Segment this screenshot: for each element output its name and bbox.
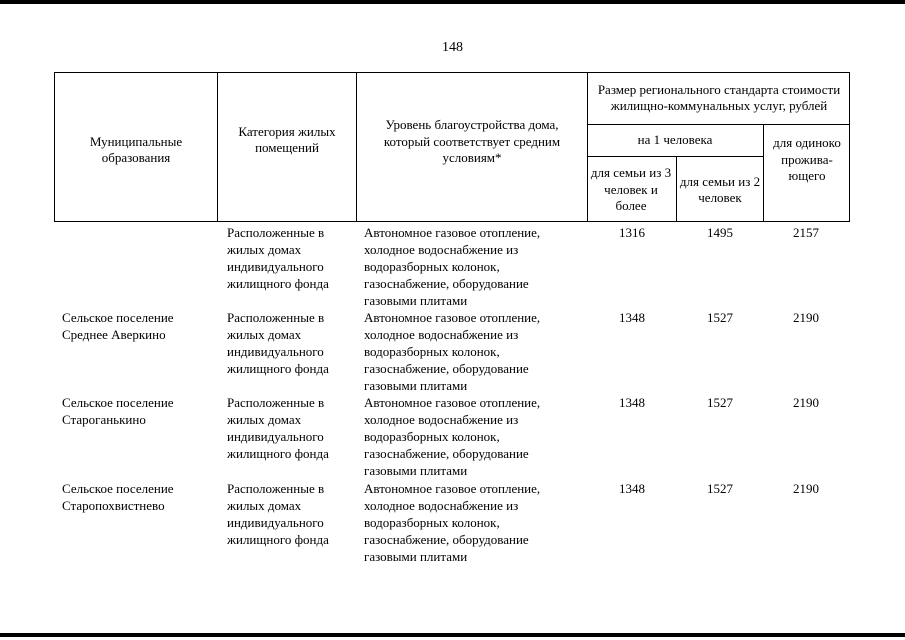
row-0-level: Автономное газовое отопление, холодное водоснабжение из водоразборных колонок, газоснабжение, оборудование газовыми плитами [364,225,541,308]
row-2-family2: 1527 [707,395,733,410]
row-0-family2: 1495 [707,225,733,240]
header-sub-line [587,156,763,157]
row-1-family3: 1348 [619,310,645,325]
header-standard: Размер регионального стандарта стоимости жилищно-коммунальных услуг, рублей [597,81,841,113]
row-0-category: Расположенные в жилых домах индивидуального жилищного фонда [227,225,329,291]
row-1-family2: 1527 [707,310,733,325]
row-3-municipality: Сельское поселение Старопохвистнево [62,481,174,513]
row-2-municipality: Сельское поселение Староганькино [62,395,174,427]
row-3-family2: 1527 [707,481,733,496]
header-family2: для семьи из 2 человек [679,173,761,205]
page-number: 148 [442,40,463,55]
row-1-level: Автономное газовое отопление, холодное водоснабжение из водоразборных колонок, газоснабжение, оборудование газовыми плитами [364,310,541,393]
header-municipal: Муниципальные образования [89,133,183,165]
header-per-person: на 1 человека [637,131,713,147]
row-1-single: 2190 [793,310,819,325]
row-3-category: Расположенные в жилых домах индивидуального жилищного фонда [227,481,329,547]
bottom-border [0,633,905,637]
row-0-single: 2157 [793,225,819,240]
row-2-single: 2190 [793,395,819,410]
col-line-1 [217,72,218,222]
row-3-family3: 1348 [619,481,645,496]
col-line-0 [54,72,55,222]
row-2-category: Расположенные в жилых домах индивидуального жилищного фонда [227,395,329,461]
row-3-single: 2190 [793,481,819,496]
top-border [0,0,905,4]
col-line-6 [849,72,850,222]
row-2-level: Автономное газовое отопление, холодное водоснабжение из водоразборных колонок, газоснабжение, оборудование газовыми плитами [364,395,541,478]
row-1-category: Расположенные в жилых домах индивидуального жилищного фонда [227,310,329,376]
row-2-family3: 1348 [619,395,645,410]
col-line-5 [763,124,764,222]
col-line-4 [676,156,677,222]
row-0-family3: 1316 [619,225,645,240]
col-line-2 [356,72,357,222]
header-family3: для семьи из 3 человек и более [590,165,672,214]
header-category: Категория жилых помещений [238,123,336,155]
header-single: для одиноко прожива-ющего [773,135,841,184]
header-bottom-line [54,221,850,222]
header-level: Уровень благоустройства дома, который соответствует средним условиям* [383,117,561,166]
row-3-level: Автономное газовое отопление, холодное водоснабжение из водоразборных колонок, газоснабжение, оборудование газовыми плитами [364,481,541,564]
row-1-municipality: Сельское поселение Среднее Аверкино [62,310,174,342]
